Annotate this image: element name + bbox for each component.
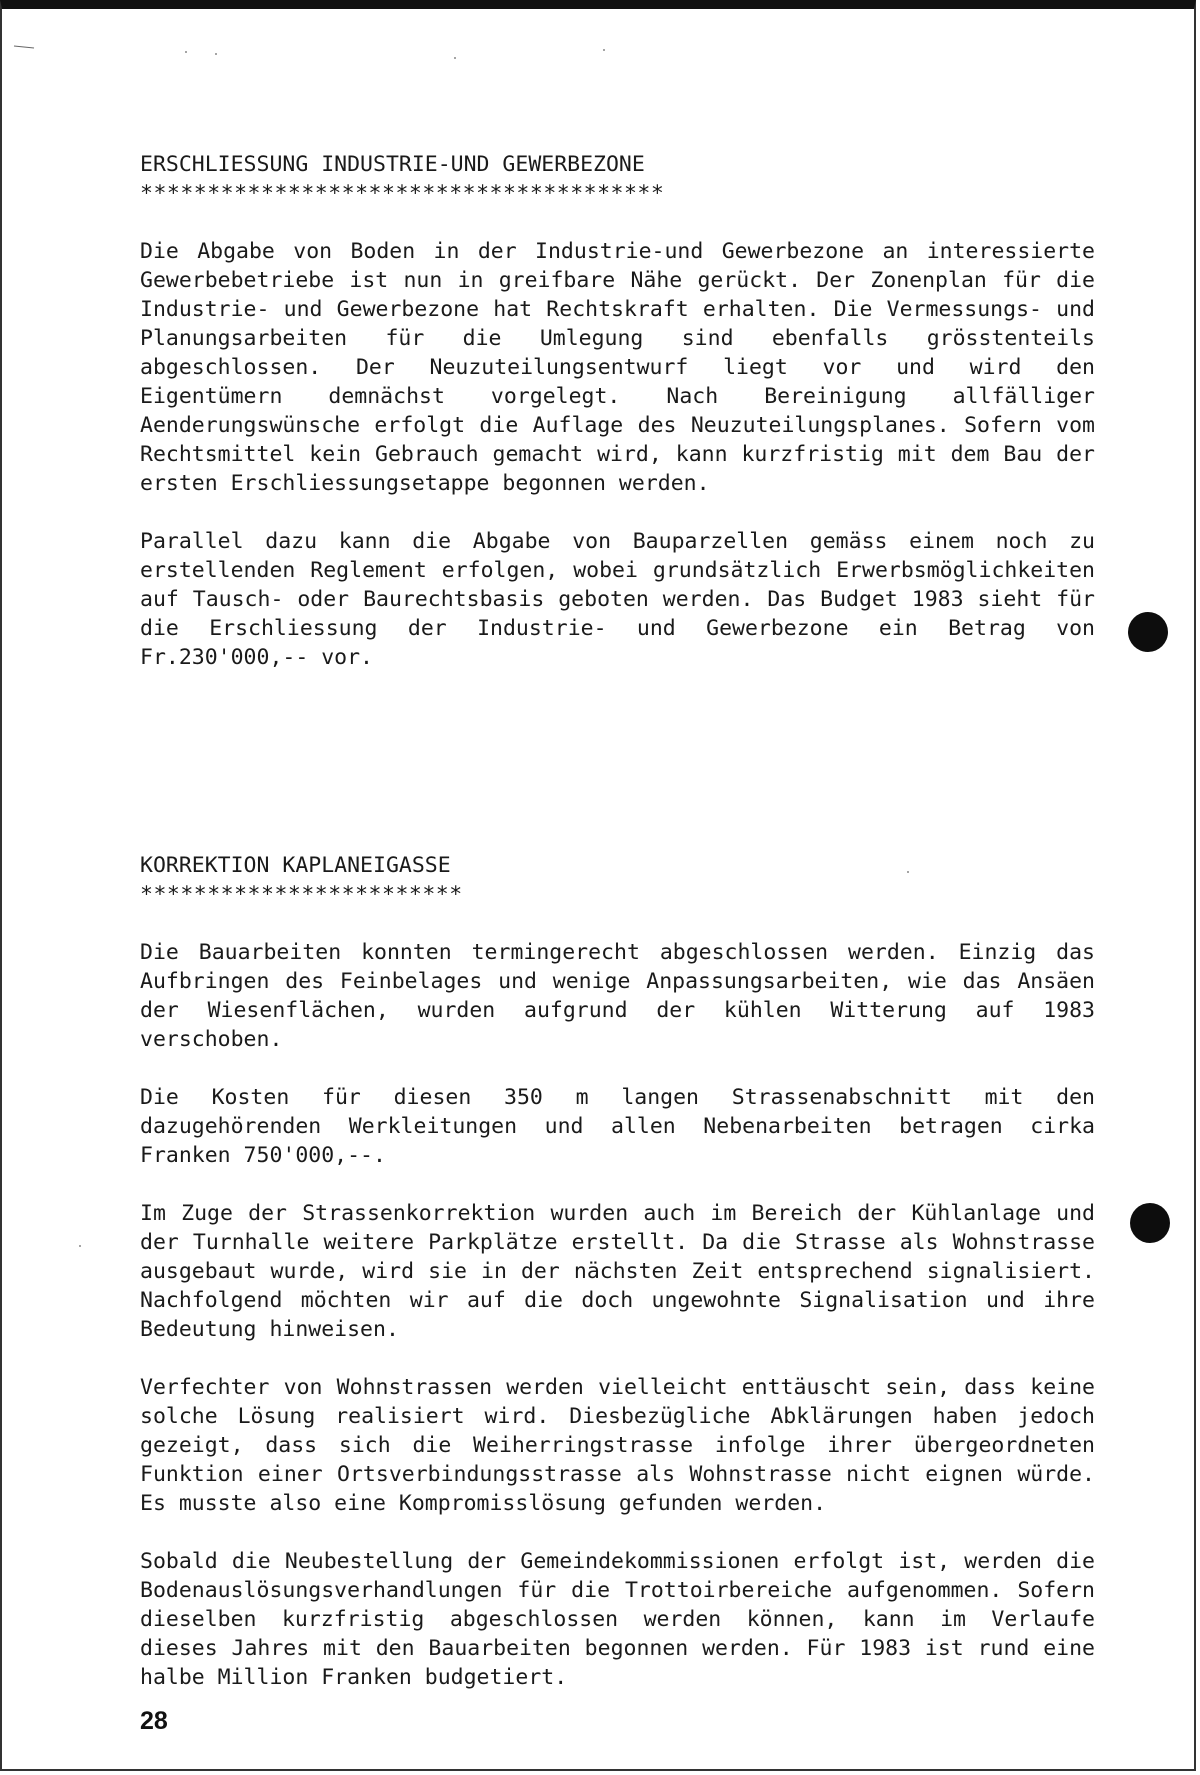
scan-mark [14,46,34,48]
scan-speck [79,1245,81,1247]
paragraph: Im Zuge der Strassenkorrektion wurden auch im Bereich der Kühlanlage und der Turnhalle weitere Parkplätze erstellt. Da die Strasse als Wohnstrasse ausgebaut wurde, wird sie in der nächsten Zeit entsprechend signalisiert. Nachfolgend möchten wir auf die doch ungewohnte Signalisation und ihre Bedeutung hinweisen. [140,1201,1095,1342]
paragraph: Die Kosten für diesen 350 m langen Strassenabschnitt mit den dazugehörenden Werkleitungen und allen Nebenarbeiten betragen cirka Franken 750'000,--. [140,1085,1095,1168]
section-kaplaneigasse [140,851,1095,1692]
section-industrial-zone [140,150,1095,672]
scan-speck [215,53,217,55]
section-heading: ERSCHLIESSUNG INDUSTRIE-UND GEWERBEZONE [140,152,645,177]
heading-underline-stars: ************************ [140,882,463,907]
section-spacer [140,701,1095,851]
punch-hole [1128,612,1168,652]
page-number: 28 [140,1707,168,1735]
punch-hole [1130,1203,1170,1243]
paragraph: Parallel dazu kann die Abgabe von Bauparzellen gemäss einem noch zu erstellenden Reglement erfolgen, wobei grundsätzlich Erwerbsmöglichkeiten auf Tausch- oder Baurechtsbasis geboten werden. Das Budget 1983 sieht für die Erschliessung der Industrie- und Gewerbezone ein Betrag von Fr.230'000,-- vor. [140,529,1095,670]
scan-speck [454,57,456,59]
paragraph: Die Abgabe von Boden in der Industrie-und Gewerbezone an interessierte Gewerbebetriebe ist nun in greifbare Nähe gerückt. Der Zonenplan für die Industrie- und Gewerbezone hat Rechtskraft erhalten. Die Vermessungs- und Planungsarbeiten für die Umlegung sind ebenfalls grösstenteils abgeschlossen. Der Neuzuteilungsentwurf liegt vor und wird den Eigentümern demnächst vorgelegt. Nach Bereinigung allfälliger Aenderungswünsche erfolgt die Auflage des Neuzuteilungsplanes. Sofern vom Rechtsmittel kein Gebrauch gemacht wird, kann kurzfristig mit dem Bau der ersten Erschliessungsetappe begonnen werden. [140,239,1095,496]
scan-speck [185,51,187,53]
paragraph: Verfechter von Wohnstrassen werden vielleicht enttäuscht sein, dass keine solche Lösung realisiert wird. Diesbezügliche Abklärungen haben jedoch gezeigt, dass sich die Weiherringstrasse infolge ihrer übergeordneten Funktion einer Ortsverbindungsstrasse als Wohnstrasse nicht eignen würde. Es musste also eine Kompromisslösung gefunden werden. [140,1375,1095,1516]
section-heading: KORREKTION KAPLANEIGASSE [140,853,451,878]
document-body [140,150,1095,1721]
paragraph: Die Bauarbeiten konnten termingerecht abgeschlossen werden. Einzig das Aufbringen des Feinbelages und wenige Anpassungsarbeiten, wie das Ansäen der Wiesenflächen, wurden aufgrund der kühlen Witterung auf 1983 verschoben. [140,940,1095,1052]
scan-speck [603,49,605,51]
heading-underline-stars: *************************************** [140,181,665,206]
paragraph: Sobald die Neubestellung der Gemeindekommissionen erfolgt ist, werden die Bodenauslösungsverhandlungen für die Trottoirbereiche aufgenommen. Sofern dieselben kurzfristig abgeschlossen werden können, kann im Verlaufe dieses Jahres mit den Bauarbeiten begonnen werden. Für 1983 ist rund eine halbe Million Franken budgetiert. [140,1549,1095,1690]
